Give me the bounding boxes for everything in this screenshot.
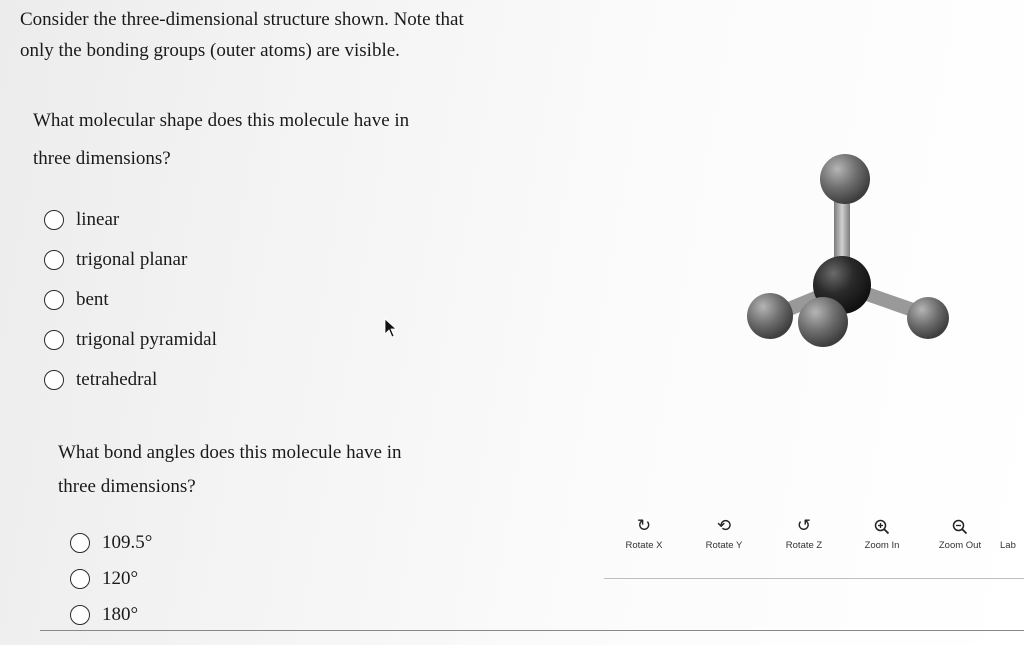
molecule-model[interactable] [600,140,1024,520]
option-180[interactable] [70,597,152,633]
question-1-line-1: What molecular shape does this molecule have in [33,110,410,131]
zoom-in-button[interactable] [844,512,920,551]
rotate-z-label: Rotate Z [785,540,823,551]
outer-atom-top [820,154,870,204]
option-120[interactable] [70,561,152,597]
rotate-z-icon: ↺ [796,516,812,535]
outer-atom-front [798,297,848,347]
divider [40,630,1024,631]
rotate-y-label: Rotate Y [705,540,743,551]
question-1-options [44,200,217,400]
option-label: tetrahedral [76,369,158,390]
mouse-cursor-icon [384,318,398,338]
rotate-x-icon: ↻ [636,516,652,535]
option-linear[interactable] [44,200,217,240]
rotate-x-label: Rotate X [625,540,663,551]
zoom-out-icon [922,512,998,540]
question-2-line-1: What bond angles does this molecule have in [58,442,402,463]
question-2-line-2: three dimensions? [58,476,196,497]
option-trigonal-pyramidal[interactable] [44,320,217,360]
radio-button[interactable] [70,569,90,589]
question-2-prompt [58,436,478,504]
option-trigonal-planar[interactable] [44,240,217,280]
question-2-options [70,525,152,633]
radio-button[interactable] [44,370,64,390]
option-tetrahedral[interactable] [44,360,217,400]
option-bent[interactable] [44,280,217,320]
labels-button[interactable] [1000,512,1024,551]
option-label: 120° [102,568,139,589]
rotate-y-button[interactable] [686,512,762,551]
radio-button[interactable] [70,605,90,625]
rotate-x-button[interactable] [606,512,682,551]
radio-button[interactable] [44,290,64,310]
molecule-viewer[interactable] [600,140,1024,520]
option-label: 109.5° [102,532,153,553]
option-label: trigonal pyramidal [76,329,217,350]
zoom-out-button[interactable] [922,512,998,551]
option-label: bent [76,289,109,310]
radio-button[interactable] [70,533,90,553]
option-label: 180° [102,604,139,625]
question-1-line-2: three dimensions? [33,148,171,169]
rotate-y-icon: ⟲ [716,516,732,535]
viewer-toolbar [604,512,1024,579]
option-label: linear [76,209,120,230]
zoom-in-icon [844,512,920,540]
radio-button[interactable] [44,250,64,270]
zoom-out-label: Zoom Out [938,540,982,551]
rotate-z-button[interactable] [766,512,842,551]
option-label: trigonal planar [76,249,188,270]
question-1-prompt [33,102,503,178]
option-109-5[interactable] [70,525,152,561]
labels-label: Lab [1000,540,1016,551]
outer-atom-right [907,297,949,339]
intro-line-1: Consider the three-dimensional structure shown. Note that [20,9,464,30]
outer-atom-left [747,293,793,339]
intro-line-2: only the bonding groups (outer atoms) are visible. [20,40,400,61]
zoom-in-label: Zoom In [864,540,900,551]
intro-text [20,4,580,66]
radio-button[interactable] [44,330,64,350]
radio-button[interactable] [44,210,64,230]
